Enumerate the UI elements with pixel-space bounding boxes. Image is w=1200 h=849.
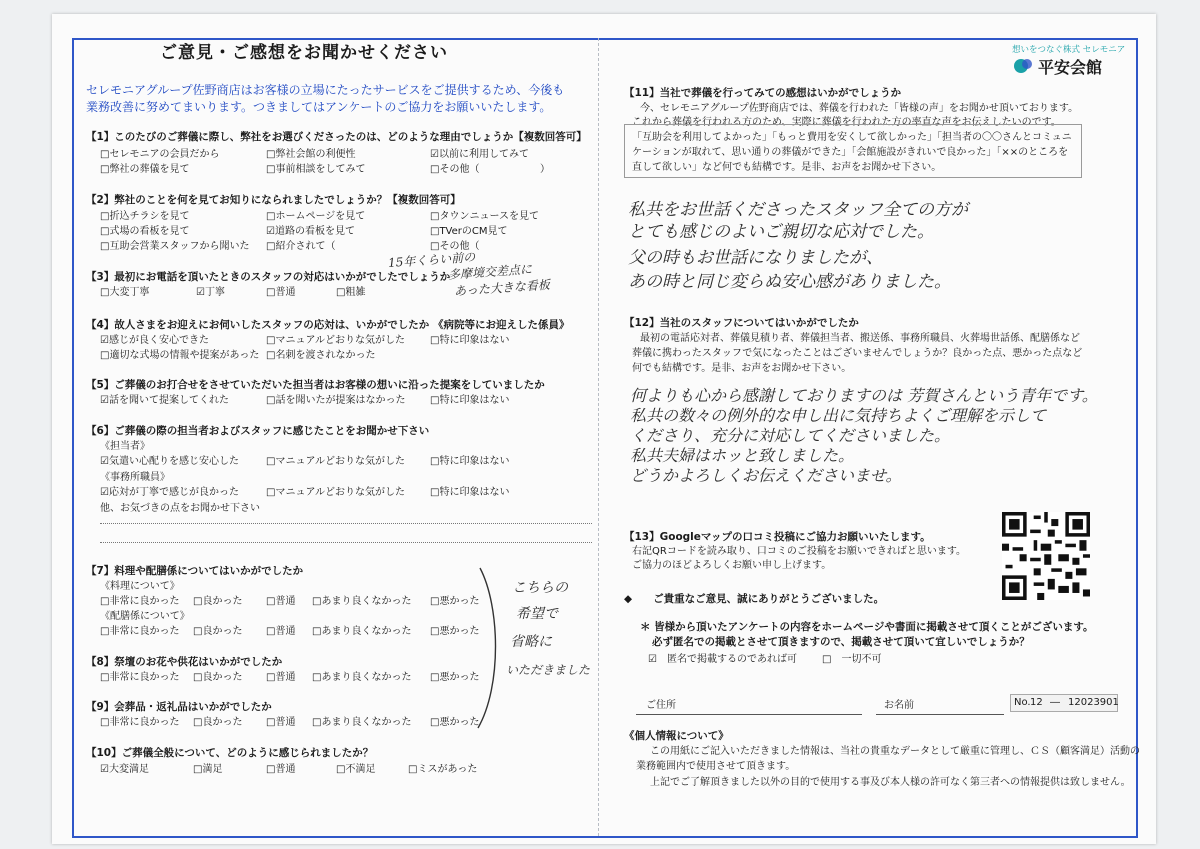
intro-line-2: 業務改善に努めてまいります。つきましてはアンケートのご協力をお願いいたします。 — [86, 100, 552, 114]
number-label: No. — [1014, 697, 1031, 708]
q7-option[interactable]: □非常に良かった — [100, 626, 180, 637]
q11-body-line: これから葬儀を行われる方のため、実際に葬儀を行われた方の率直な声をお伝えしたいのです。 — [632, 117, 1061, 128]
q12-body-line: 何でも結構です。是非、お声をお聞かせ下さい。 — [632, 363, 852, 374]
q11-body-line: ケーションが取れて、思い通りの葬儀ができた」「会館施設がきれいで良かった」「××のところを — [632, 147, 1069, 158]
q12-body-line: 最初の電話応対者、葬儀見積り者、葬儀担当者、搬送係、事務所職員、火葬場世話係、配膳係など — [640, 333, 1080, 344]
q8-option[interactable]: □悪かった — [430, 672, 480, 683]
q11-question: 【11】当社で葬儀を行ってみての感想はいかがでしょうか — [624, 87, 902, 99]
q3-option[interactable]: □普通 — [266, 287, 296, 298]
q11-example-box — [624, 124, 1082, 178]
q5-option[interactable]: ☑話を聞いて提案してくれた — [100, 395, 229, 406]
name-label: お名前 — [884, 700, 914, 711]
q10-option[interactable]: □ミスがあった — [408, 764, 478, 775]
q6-option[interactable]: □マニュアルどおりな気がした — [266, 487, 406, 498]
q3-option[interactable]: □粗雑 — [336, 287, 366, 298]
q3-question: 【3】最初にお電話を頂いたときのスタッフの対応はいかがでしたでしょうか — [86, 271, 451, 283]
logo-name: 平安会館 — [1038, 58, 1103, 77]
q11-answer-line-3: 父の時もお世話になりましたが、 — [628, 248, 883, 268]
q7-option[interactable]: □悪かった — [430, 596, 480, 607]
q3-option[interactable]: ☑丁寧 — [196, 287, 225, 298]
q6-writing-line — [100, 523, 592, 524]
q12-question: 【12】当社のスタッフについてはいかがでしたか — [624, 317, 859, 329]
q6-option[interactable]: ☑気遣い心配りを感じ安心した — [100, 456, 239, 467]
thanks-text: ◆ ご貴重なご意見、誠にありがとうございました。 — [624, 593, 885, 605]
q2-option[interactable]: □ホームページを見て — [266, 211, 366, 222]
q12-body-line: 葬儀に携わったスタッフで気になったことはございませんでしょうか？良かった点、悪かった点など — [632, 348, 1083, 359]
intro-line-1: セレモニアグループ佐野商店はお客様の立場にたったサービスをご提供するため、今後も — [86, 83, 565, 97]
left-note-line-1: こちらの — [512, 580, 568, 596]
q10-option[interactable]: ☑大変満足 — [100, 764, 149, 775]
q1-option[interactable]: □セレモニアの会員だから — [100, 149, 220, 160]
q9-option[interactable]: □非常に良かった — [100, 717, 180, 728]
q5-option[interactable]: □特に印象はない — [430, 395, 510, 406]
number-part-a: 12 — [1030, 697, 1043, 708]
q11-body-line: 直して欲しい」など何でも結構です。是非、お声をお聞かせ下さい。 — [632, 162, 942, 173]
q8-option[interactable]: □普通 — [266, 672, 296, 683]
q6-other-prompt: 他、お気づきの点をお聞かせ下さい — [100, 503, 260, 514]
q1-option[interactable]: □その他（ — [430, 164, 480, 175]
q6-option[interactable]: ☑応対が丁寧で感じが良かった — [100, 487, 239, 498]
q2-option[interactable]: □タウンニュースを見て — [430, 211, 539, 222]
q2-option[interactable]: □紹介されて（ — [266, 241, 336, 252]
q7-sub-food: 《料理について》 — [100, 581, 180, 592]
q12-answer-line-5: どうかよろしくお伝えくださいませ。 — [630, 466, 902, 485]
publish-option-no[interactable]: □ 一切不可 — [822, 654, 882, 665]
q7-question: 【7】料理や配膳係についてはいかがでしたか — [86, 565, 304, 577]
center-fold — [598, 38, 599, 836]
q1-option[interactable]: □弊社会館の利便性 — [266, 149, 356, 160]
privacy-title: 《個人情報について》 — [624, 730, 729, 742]
q9-option[interactable]: □普通 — [266, 717, 296, 728]
note-bracket — [470, 566, 510, 730]
privacy-body-line: 上記でご了解頂きました以外の目的で使用する事及び本人様の許可なく第三者への情報提供は致しません。 — [650, 777, 1131, 788]
q2-handwritten-line-3: あった大きな看板 — [453, 277, 551, 299]
left-note-line-4: いただきました — [506, 663, 591, 677]
q9-question: 【9】会葬品・返礼品はいかがでしたか — [86, 701, 272, 713]
q7-option[interactable]: □良かった — [193, 626, 243, 637]
q12-answer-line-1: 何よりも心から感謝しておりますのは 芳賀さんという青年です。 — [630, 386, 1098, 405]
q3-option[interactable]: □大変丁寧 — [100, 287, 150, 298]
q4-option[interactable]: □特に印象はない — [430, 335, 510, 346]
q2-handwritten-line-1: 15年くらい前の — [387, 249, 476, 271]
q13-question: 【13】Googleマップの口コミ投稿にご協力お願いいたします。 — [624, 531, 931, 543]
q1-other-close: ） — [540, 164, 550, 175]
q7-option[interactable]: □非常に良かった — [100, 596, 180, 607]
q2-option[interactable]: □互助会営業スタッフから聞いた — [100, 241, 250, 252]
q9-option[interactable]: □良かった — [193, 717, 243, 728]
q7-option[interactable]: □あまり良くなかった — [312, 596, 412, 607]
q9-option[interactable]: □悪かった — [430, 717, 480, 728]
q7-sub-server: 《配膳係について》 — [100, 611, 190, 622]
q4-option[interactable]: □適切な式場の情報や提案があった — [100, 350, 260, 361]
q13-body-line: 右記QRコードを読み取り、口コミのご投稿をお願いできればと思います。 — [632, 546, 967, 557]
logo-tagline: 想いをつなぐ株式 セレモニア — [1012, 45, 1126, 55]
q1-option[interactable]: ☑以前に利用してみて — [430, 149, 529, 160]
q8-question: 【8】祭壇のお花や供花はいかがでしたか — [86, 656, 283, 668]
q11-answer-line-2: とても感じのよいご親切な応対でした。 — [628, 222, 934, 242]
left-note-line-3: 省略に — [510, 634, 552, 650]
logo-icon — [1012, 55, 1034, 77]
address-line — [636, 714, 862, 715]
q5-option[interactable]: □話を聞いたが提案はなかった — [266, 395, 406, 406]
q1-option[interactable]: □弊社の葬儀を見て — [100, 164, 190, 175]
q4-option[interactable]: ☑感じが良く安心できた — [100, 335, 209, 346]
q2-option[interactable]: ☑道路の看板を見て — [266, 226, 355, 237]
privacy-body-line: この用紙にご記入いただきました情報は、当社の貴重なデータとして厳重に管理し、ＣＳ（顧客満足）活動の — [650, 746, 1140, 757]
q2-option[interactable]: □TVerのCM見て — [430, 226, 508, 237]
left-note-line-2: 希望で — [516, 606, 558, 622]
q7-option[interactable]: □普通 — [266, 596, 296, 607]
q10-question: 【10】ご葬儀全般について、どのように感じられましたか？ — [86, 747, 374, 759]
q4-option[interactable]: □マニュアルどおりな気がした — [266, 335, 406, 346]
q11-body-line: 「互助会を利用してよかった」「もっと費用を安くして欲しかった」「担当者の〇〇さんとコミュニ — [632, 132, 1072, 143]
q4-option[interactable]: □名刺を渡されなかった — [266, 350, 376, 361]
q2-option[interactable]: □式場の看板を見て — [100, 226, 190, 237]
q13-body-line: ご協力のほどよろしくお願い申し上げます。 — [632, 560, 832, 571]
q2-question: 【2】弊社のことを何を見てお知りになられましたでしょうか？【複数回答可】 — [86, 194, 461, 206]
q2-handwritten-line-2: 多摩境交差点に — [447, 262, 533, 282]
q6-option[interactable]: □特に印象はない — [430, 487, 510, 498]
q7-option[interactable]: □普通 — [266, 626, 296, 637]
number-part-b: 12023901 — [1068, 697, 1119, 708]
q6-sub-staff: 《担当者》 — [100, 441, 150, 452]
q10-option[interactable]: □満足 — [193, 764, 223, 775]
q2-option[interactable]: □その他（ — [430, 241, 480, 252]
name-line — [876, 714, 1004, 715]
q5-question: 【5】ご葬儀のお打合せをさせていただいた担当者はお客様の想いに沿った提案をしていましたか — [86, 379, 545, 391]
q6-sub-office: 《事務所職員》 — [100, 472, 170, 483]
q6-option[interactable]: □特に印象はない — [430, 456, 510, 467]
q10-option[interactable]: □不満足 — [336, 764, 376, 775]
q12-answer-line-4: 私共夫婦はホッと致しました。 — [630, 446, 855, 465]
q6-question: 【6】ご葬儀の際の担当者およびスタッフに感じたことをお聞かせ下さい — [86, 425, 430, 437]
q1-option[interactable]: □事前相談をしてみて — [266, 164, 366, 175]
privacy-body-line: 業務範囲内で使用させて頂きます。 — [636, 761, 796, 772]
page-title: ご意見・ご感想をお聞かせください — [160, 43, 448, 63]
address-label: ご住所 — [646, 700, 676, 711]
q12-answer-line-2: 私共の数々の例外的な申し出に気持ちよくご理解を示して — [630, 406, 1047, 425]
q10-option[interactable]: □普通 — [266, 764, 296, 775]
q7-option[interactable]: □悪かった — [430, 626, 480, 637]
q6-writing-line — [100, 542, 592, 543]
q8-option[interactable]: □あまり良くなかった — [312, 672, 412, 683]
q11-answer-line-4: あの時と同じ変らぬ安心感がありました。 — [628, 272, 951, 292]
publish-line-1: ＊ 皆様から頂いたアンケートの内容をホームページや書面に掲載させて頂くことがございます。 — [640, 621, 1094, 633]
q1-question: 【1】このたびのご葬儀に際し、弊社をお選びくださったのは、どのような理由でしょうか【複数回答可】 — [86, 131, 587, 143]
qr-code[interactable] — [1002, 512, 1090, 600]
q4-question: 【4】故人さまをお迎えにお伺いしたスタッフの応対は、いかがでしたか 《病院等にお迎えした係員》 — [86, 319, 570, 331]
q2-option[interactable]: □折込チラシを見て — [100, 211, 190, 222]
number-separator: ― — [1050, 697, 1060, 708]
q7-option[interactable]: □良かった — [193, 596, 243, 607]
publish-option-yes[interactable]: ☑ 匿名で掲載するのであれば可 — [648, 654, 797, 665]
publish-line-2: 必ず匿名での掲載とさせて頂きますので、掲載させて頂いて宜しいでしょうか？ — [652, 636, 1030, 648]
q6-option[interactable]: □マニュアルどおりな気がした — [266, 456, 406, 467]
q8-option[interactable]: □非常に良かった — [100, 672, 180, 683]
q12-answer-line-3: くださり、充分に対応してくださいました。 — [630, 426, 951, 445]
q9-option[interactable]: □あまり良くなかった — [312, 717, 412, 728]
q11-body-line: 今、セレモニアグループ佐野商店では、葬儀を行われた「皆様の声」をお聞かせ頂いております。 — [640, 103, 1079, 114]
q7-option[interactable]: □あまり良くなかった — [312, 626, 412, 637]
q8-option[interactable]: □良かった — [193, 672, 243, 683]
q11-answer-line-1: 私共をお世話くださったスタッフ全ての方が — [628, 200, 968, 220]
